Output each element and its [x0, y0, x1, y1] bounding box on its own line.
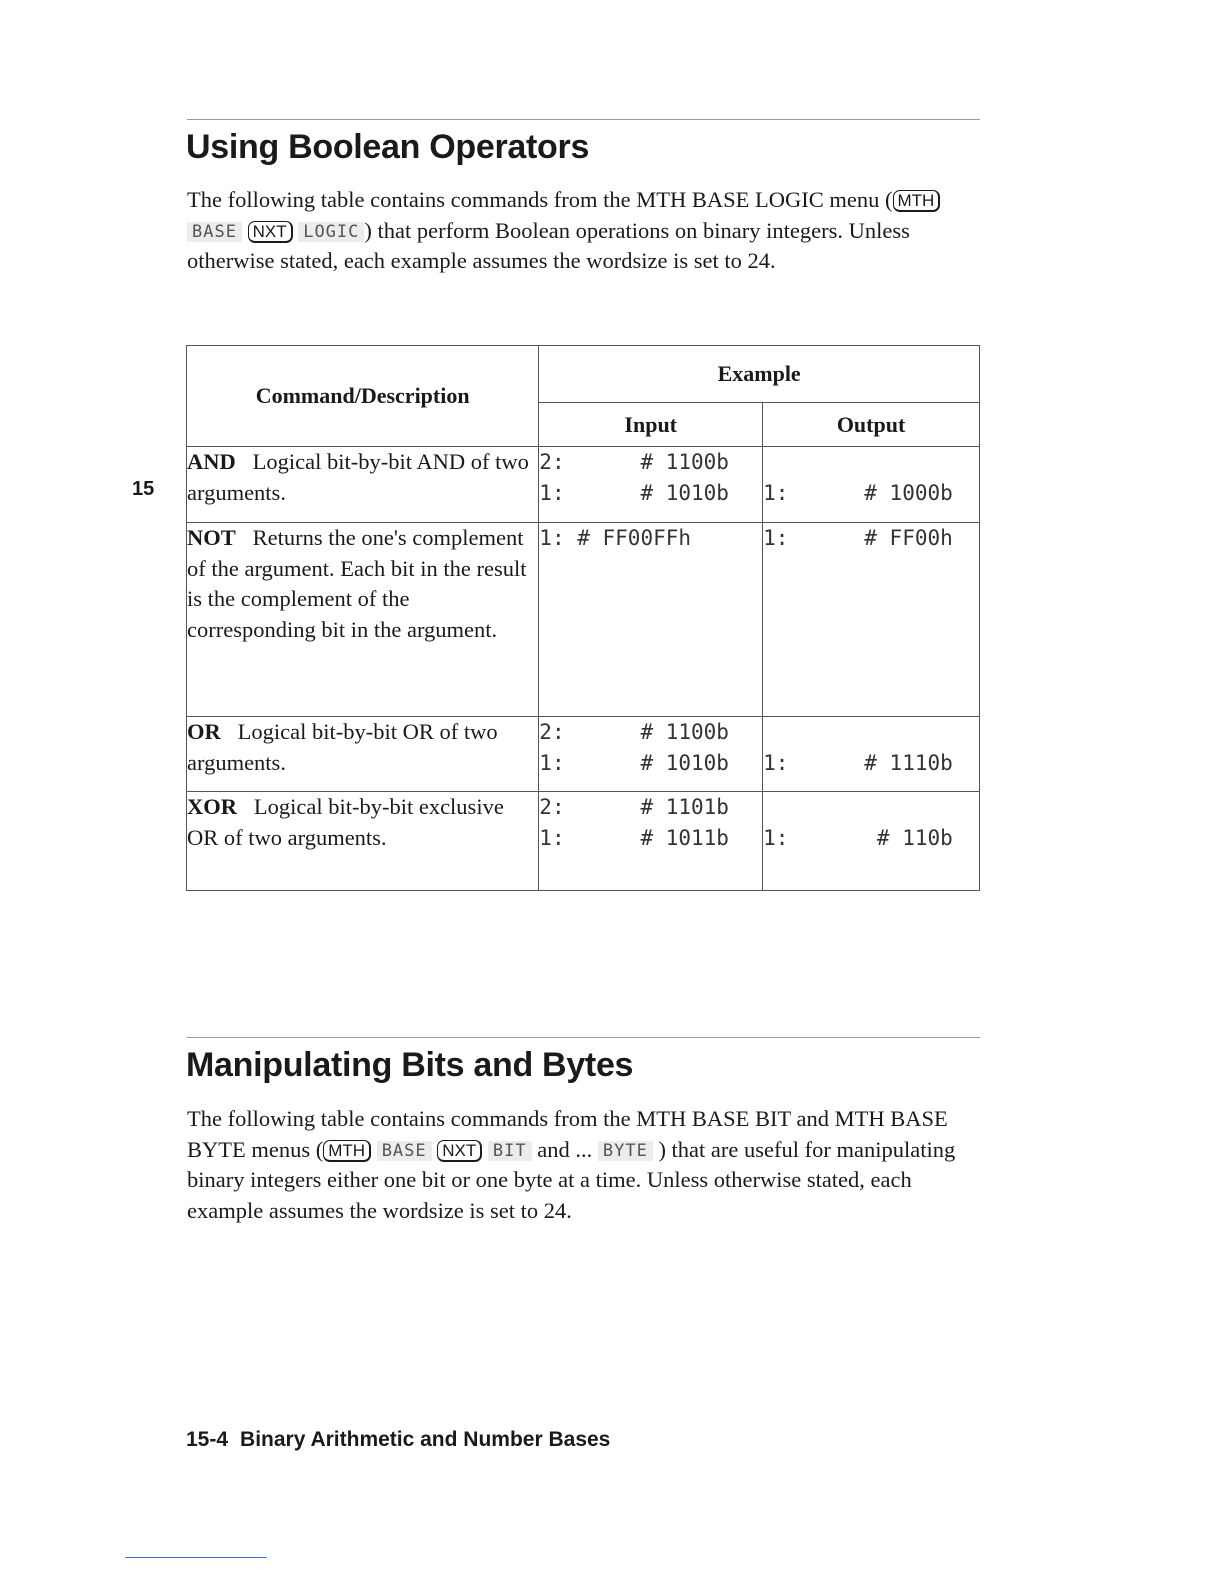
stack-line: 2: # 1101b	[539, 795, 729, 819]
bit-softkey[interactable]: BIT	[488, 1141, 532, 1161]
intro-text-end: ) that are useful for manipulating binary integers either one bit or one byte at a time. Unless otherwise stated, each example assumes the wordsize is set to 24.	[187, 1136, 956, 1224]
input-cell	[539, 523, 763, 717]
intro-text-end: ) that perform Boolean operations on binary integers. Unless otherwise stated, each example assumes the wordsize is set to 24.	[187, 217, 910, 274]
nxt-key[interactable]: NXT	[248, 221, 293, 243]
intro-text-start: The following table contains commands from the MTH BASE LOGIC menu (	[187, 187, 893, 212]
header-command-description: Command/Description	[187, 346, 539, 447]
intro-text-start: The following table contains commands from the MTH BASE BIT and MTH BASE BYTE menus (	[187, 1106, 948, 1162]
logic-softkey[interactable]: LOGIC	[298, 222, 364, 242]
stack-line: 1: # 1011b	[539, 826, 729, 850]
byte-softkey[interactable]: BYTE	[598, 1141, 653, 1161]
command-name: NOT	[187, 525, 236, 550]
stack-line: 1: # 1000b	[763, 481, 953, 505]
command-description: Logical bit-by-bit OR of two arguments.	[187, 719, 498, 775]
output-cell	[763, 792, 980, 891]
stack-line: 2: # 1100b	[539, 450, 729, 474]
stack-line: 1: # FF00FFh	[539, 526, 692, 550]
stack-line: 1: # 1110b	[763, 751, 953, 775]
command-name: XOR	[187, 794, 237, 819]
table-row	[187, 447, 980, 523]
mth-key[interactable]: MTH	[893, 190, 941, 212]
command-name: AND	[187, 449, 236, 474]
stack-line	[763, 792, 979, 823]
section-heading-boolean: Using Boolean Operators	[186, 128, 590, 166]
output-cell	[763, 447, 980, 523]
chapter-title: Binary Arithmetic and Number Bases	[240, 1428, 611, 1451]
scan-edge-line	[125, 1557, 267, 1558]
page-footer	[186, 1428, 610, 1452]
command-cell	[187, 523, 539, 717]
command-cell	[187, 792, 539, 891]
stack-line: 1: # 1010b	[539, 481, 729, 505]
input-cell	[539, 717, 763, 792]
page-number: 15-4	[186, 1428, 229, 1451]
and-text: and ...	[537, 1136, 593, 1162]
bits-bytes-intro-paragraph	[187, 1104, 967, 1227]
table-row	[187, 792, 980, 891]
stack-line: 1: # 110b	[763, 826, 953, 850]
mth-key[interactable]: MTH	[323, 1140, 371, 1162]
output-cell	[763, 717, 980, 792]
output-cell	[763, 523, 980, 717]
table-row	[187, 717, 980, 792]
base-softkey[interactable]: BASE	[187, 222, 242, 242]
command-name: OR	[187, 719, 221, 744]
command-description: Logical bit-by-bit exclusive OR of two arguments.	[187, 794, 504, 850]
boolean-operators-table	[186, 345, 980, 891]
chapter-side-tab: 15	[132, 478, 155, 500]
base-softkey[interactable]: BASE	[377, 1141, 432, 1161]
input-cell	[539, 792, 763, 891]
stack-line	[763, 447, 979, 478]
header-output: Output	[763, 403, 980, 447]
header-input: Input	[539, 403, 763, 447]
table-row	[187, 523, 980, 717]
stack-line: 1: # FF00h	[763, 526, 953, 550]
command-cell	[187, 447, 539, 523]
boolean-intro-paragraph	[187, 185, 977, 277]
command-description: Logical bit-by-bit AND of two arguments.	[187, 449, 529, 505]
stack-line: 1: # 1010b	[539, 751, 729, 775]
stack-line: 2: # 1100b	[539, 720, 729, 744]
stack-line	[763, 717, 979, 748]
section-divider	[187, 1037, 980, 1038]
top-divider	[187, 119, 980, 120]
header-example: Example	[539, 346, 980, 403]
nxt-key[interactable]: NXT	[437, 1140, 482, 1162]
input-cell	[539, 447, 763, 523]
section-heading-bits-bytes: Manipulating Bits and Bytes	[186, 1046, 634, 1084]
command-description: Returns the one's complement of the argument. Each bit in the result is the complement of the corresponding bit in the argument.	[187, 525, 527, 643]
command-cell	[187, 717, 539, 792]
